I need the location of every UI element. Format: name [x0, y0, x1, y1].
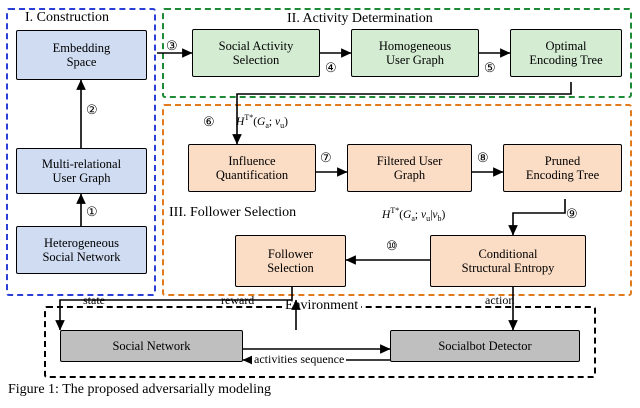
node-embedding-space-line2: Space [66, 55, 97, 69]
node-embedding-space [16, 30, 147, 80]
node-optimal-tree-line1: Optimal [545, 38, 587, 53]
node-multi-relational-user-graph [16, 148, 147, 194]
node-filtered-user-graph [347, 144, 472, 192]
step-number-9: ⑨ [566, 206, 578, 221]
section-title-activity: II. Activity Determination [284, 11, 436, 27]
node-embedding-space-line1: Embedding [52, 40, 111, 55]
node-homogeneous-user-graph [351, 29, 479, 77]
node-social-activity-selection [192, 29, 320, 77]
edge-label-state: state [83, 293, 105, 307]
node-social-activity-line1: Social Activity [218, 38, 294, 53]
node-homogeneous-line1: Homogeneous [378, 38, 452, 53]
step-number-4: ④ [325, 60, 337, 75]
node-conditional-line2: Structural Entropy [461, 261, 555, 275]
node-pruned-line2: Encoding Tree [525, 168, 600, 182]
node-multi-relational-line1: Multi-relational [41, 156, 122, 171]
node-heterogeneous-line1: Heterogeneous [44, 235, 119, 250]
section-title-construction: I. Construction [22, 10, 112, 26]
edge-label-activities-sequence: activities sequence [254, 352, 345, 366]
step-number-6: ⑥ [203, 114, 215, 129]
step-number-3: ③ [166, 38, 178, 53]
node-socialbot-detector-label: Socialbot Detector [438, 338, 532, 353]
node-follower-selection [235, 235, 346, 287]
node-optimal-encoding-tree [510, 29, 622, 77]
node-filtered-line2: Graph [393, 168, 426, 182]
node-social-network-label: Social Network [112, 338, 191, 353]
node-follower-selection-line2: Selection [267, 261, 314, 275]
node-pruned-encoding-tree [503, 144, 622, 192]
step-number-1: ① [86, 204, 98, 219]
formula-influence: $H^{T*}(G_a$; $\nu_u$) [236, 113, 288, 131]
node-social-activity-line2: Selection [232, 53, 280, 67]
step-number-5: ⑤ [484, 60, 496, 75]
node-heterogeneous-line2: Social Network [42, 250, 121, 264]
node-conditional-structural-entropy [430, 235, 586, 287]
formula-conditional: $H^{T*}(G_a$; $\nu_u|\nu_b$) [382, 206, 446, 224]
node-filtered-line1: Filtered User [376, 153, 443, 168]
step-number-2: ② [86, 102, 98, 117]
node-influence-quantification [188, 144, 316, 192]
node-influence-line2: Quantification [215, 168, 289, 182]
figure-caption: Figure 1: The proposed adversarially modeling [8, 382, 271, 397]
section-title-environment: Environment [282, 298, 361, 314]
node-follower-selection-line1: Follower [267, 246, 314, 261]
step-number-8: ⑧ [477, 150, 489, 165]
node-homogeneous-line2: User Graph [386, 53, 444, 67]
step-number-10: ⑩ [386, 238, 398, 253]
step-number-7: ⑦ [320, 150, 332, 165]
node-socialbot-detector [390, 330, 580, 362]
node-multi-relational-line2: User Graph [52, 171, 111, 185]
node-heterogeneous-social-network [16, 226, 147, 274]
node-optimal-tree-line2: Encoding Tree [529, 53, 603, 67]
edge-label-action: action [485, 293, 515, 307]
node-social-network [60, 330, 243, 362]
section-title-follower: III. Follower Selection [166, 205, 299, 221]
node-conditional-line1: Conditional [478, 246, 538, 261]
edge-label-reward: reward [221, 293, 255, 307]
node-influence-line1: Influence [228, 153, 276, 168]
node-pruned-line1: Pruned [544, 153, 581, 168]
